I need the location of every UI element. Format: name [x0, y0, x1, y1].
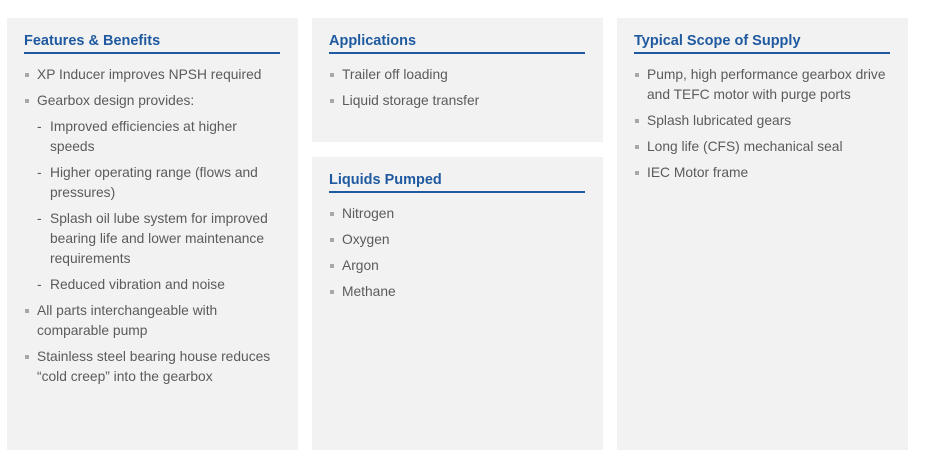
sub-list-item: - Splash oil lube system for improved bearing life and lower maintenance requirements: [24, 209, 281, 269]
scope-of-supply-panel: [617, 18, 908, 450]
list-item: Long life (CFS) mechanical seal: [634, 137, 891, 157]
list-item: IEC Motor frame: [634, 163, 891, 183]
scope-of-supply-list: [634, 65, 891, 183]
list-item: Pump, high performance gearbox drive and TEFC motor with purge ports: [634, 65, 891, 105]
features-benefits-list: [24, 65, 281, 387]
applications-heading: [329, 32, 585, 54]
liquids-pumped-heading: [329, 171, 585, 193]
features-benefits-title: Features & Benefits: [24, 33, 161, 49]
list-item: Splash lubricated gears: [634, 111, 891, 131]
list-item: Liquid storage transfer: [329, 91, 586, 111]
features-benefits-heading: [24, 32, 280, 54]
list-item: Trailer off loading: [329, 65, 586, 85]
list-item: Oxygen: [329, 230, 586, 250]
list-item: Nitrogen: [329, 204, 586, 224]
applications-list: [329, 65, 586, 111]
applications-panel: [312, 18, 603, 142]
sub-list-item: - Reduced vibration and noise: [24, 275, 281, 295]
scope-of-supply-title: Typical Scope of Supply: [634, 33, 801, 49]
list-item: Methane: [329, 282, 586, 302]
scope-of-supply-heading: [634, 32, 890, 54]
liquids-pumped-list: [329, 204, 586, 302]
list-item: XP Inducer improves NPSH required: [24, 65, 281, 85]
applications-title: Applications: [329, 33, 417, 49]
liquids-pumped-title: Liquids Pumped: [329, 172, 442, 188]
list-item: Stainless steel bearing house reduces “cold creep” into the gearbox: [24, 347, 281, 387]
liquids-pumped-panel: [312, 157, 603, 450]
list-item: All parts interchangeable with comparable pump: [24, 301, 281, 341]
sub-list-item: - Improved efficiencies at higher speeds: [24, 117, 281, 157]
list-item: Gearbox design provides:: [24, 91, 281, 111]
list-item: Argon: [329, 256, 586, 276]
sub-list-item: - Higher operating range (flows and pressures): [24, 163, 281, 203]
features-benefits-panel: [7, 18, 298, 450]
